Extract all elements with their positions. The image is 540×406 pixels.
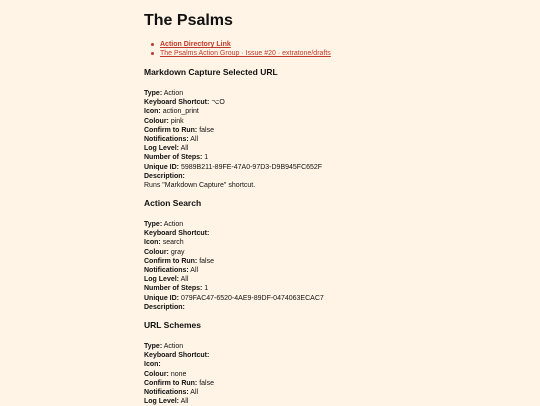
field-label: Type: [144,90,163,97]
page-title: The Psalms [144,12,233,29]
field-label: Log Level: [144,276,180,284]
field-label: Type: [144,221,163,228]
field-value: All [190,389,199,397]
field-label: Description: [144,303,185,311]
action-heading: URL Schemes [144,320,202,330]
field-value: All [190,136,199,144]
field-row [144,172,524,181]
field-row [144,144,524,153]
field-row [144,294,524,303]
field-row [144,107,524,116]
field-value: none [170,370,187,378]
action-section [144,67,524,190]
field-row [144,275,524,284]
field-label: Type: [144,343,163,350]
field-value: All [190,267,199,275]
field-label: Keyboard Shortcut: [144,230,210,238]
field-label: Unique ID: [144,294,179,302]
field-row [144,126,524,135]
field-label: Icon: [144,108,161,116]
field-row [144,238,524,247]
field-label: Keyboard Shortcut: [144,99,210,107]
field-value: Action [163,343,184,350]
field-row [144,163,524,172]
field-label: Notifications: [144,136,189,144]
field-row [144,98,524,107]
field-row [144,117,524,126]
field-row [144,266,524,275]
field-row [144,360,524,369]
field-row [144,388,524,397]
field-label: Keyboard Shortcut: [144,352,210,360]
field-value: false [199,126,215,134]
field-value: false [199,257,215,265]
field-label: Colour: [144,370,169,378]
field-row [144,135,524,144]
field-row [144,284,524,293]
field-value: 5989B211-89FE-47A0-97D3-D9B945FC652F [180,163,323,171]
field-value: 1 [204,154,209,162]
field-row [144,370,524,379]
field-row [144,351,524,360]
field-label: Colour: [144,248,169,256]
field-label: Notifications: [144,267,189,275]
field-label: Description: [144,172,185,180]
field-label: Icon: [144,239,161,247]
field-label: Colour: [144,117,169,125]
field-label: Confirm to Run: [144,257,198,265]
field-row [144,89,524,98]
field-label: Unique ID: [144,163,179,171]
field-value: 1 [204,285,209,293]
field-row [144,153,524,162]
field-row [144,220,524,229]
field-row [144,342,524,351]
field-value: false [199,379,215,387]
field-label: Number of Steps: [144,154,203,162]
field-row [144,303,524,312]
action-section [144,320,524,406]
field-value: All [180,398,189,406]
action-description: Runs "Markdown Capture" shortcut. [144,182,256,190]
field-value: pink [170,117,184,125]
field-label: Notifications: [144,389,189,397]
field-row [144,248,524,257]
field-value: Action [163,90,184,97]
field-label: Confirm to Run: [144,379,198,387]
list-item [160,49,331,58]
action-heading: Action Search [144,198,202,208]
action-directory-link[interactable]: Action Directory Link [160,41,231,48]
field-value: Action [163,221,184,228]
field-row [144,257,524,266]
field-value: action_print [162,108,199,116]
field-row [144,229,524,238]
action-heading: Markdown Capture Selected URL [144,67,278,77]
field-value: search [162,239,184,247]
action-group-issue-link[interactable]: The Psalms Action Group · Issue #20 · extratone/drafts [160,50,331,57]
field-label: Icon: [144,361,161,369]
field-value: All [180,276,189,284]
link-list [144,40,331,58]
action-section [144,198,524,312]
field-row [144,379,524,388]
field-label: Log Level: [144,398,180,406]
field-value: 079FAC47-6520-4AE9-89DF-0474063ECAC7 [180,294,324,302]
list-item [160,40,331,49]
field-label: Confirm to Run: [144,126,198,134]
field-value: gray [170,248,185,256]
field-label: Number of Steps: [144,285,203,293]
field-value: ⌥O [211,99,225,107]
field-value: All [180,145,189,153]
field-label: Log Level: [144,145,180,153]
